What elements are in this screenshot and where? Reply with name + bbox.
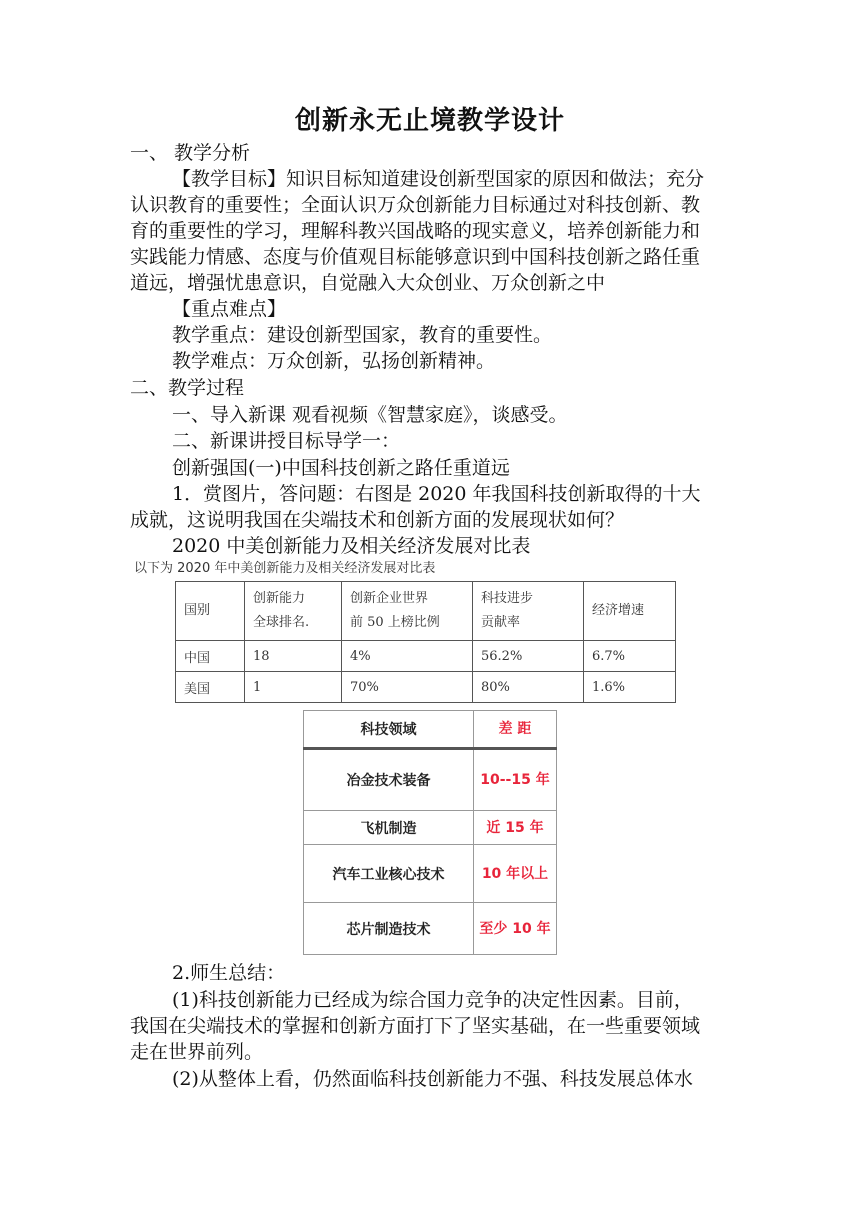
table-row [304,811,557,845]
table-cell: 70% [342,672,473,703]
paragraph-line: 【教学目标】知识目标知道建设创新型国家的原因和做法；充分 [172,168,705,190]
table-cell: 6.7% [584,641,676,672]
table-header-cell: 科技领域 [304,711,474,749]
tech-gap-table [303,710,557,955]
section-heading-analysis: 一、 教学分析 [130,142,251,164]
table-row [176,672,676,703]
table-cell: 10--15 年 [473,749,556,811]
section-heading-process: 二、教学过程 [130,377,245,399]
paragraph-line: 教学难点：万众创新，弘扬创新精神。 [172,350,496,372]
paragraph-line: 实践能力情感、态度与价值观目标能够意识到中国科技创新之路任重 [130,246,701,268]
table-cell: 1 [245,672,342,703]
table-header-cell: 经济增速 [584,582,676,641]
paragraph-line: 道远，增强忧患意识，自觉融入大众创业、万众创新之中 [130,272,606,294]
table-row [304,903,557,955]
paragraph-line: 创新强国(一)中国科技创新之路任重道远 [172,457,510,479]
paragraph-line: 我国在尖端技术的掌握和创新方面打下了坚实基础，在一些重要领域 [130,1015,701,1037]
table-cell: 芯片制造技术 [304,903,474,955]
table1-caption: 以下为 2020 年中美创新能力及相关经济发展对比表 [134,561,436,576]
table-header-cell: 创新企业世界 前 50 上榜比例 [342,582,473,641]
table-cell: 汽车工业核心技术 [304,845,474,903]
paragraph-line: 走在世界前列。 [130,1041,264,1063]
table-header-cell: 差 距 [473,711,556,749]
table-cell: 中国 [176,641,245,672]
table-header-cell: 创新能力 全球排名. [245,582,342,641]
table-cell: 18 [245,641,342,672]
paragraph-line: 1．赏图片，答问题：右图是 2020 年我国科技创新取得的十大 [172,483,701,505]
table-cell: 至少 10 年 [473,903,556,955]
table-cell: 4% [342,641,473,672]
paragraph-line: 二、新课讲授目标导学一： [172,430,401,452]
table-cell: 飞机制造 [304,811,474,845]
paragraph-line: 育的重要性的学习，理解科教兴国战略的现实意义，培养创新能力和 [130,220,701,242]
paragraph-line: 一、导入新课 观看视频《智慧家庭》，谈感受。 [172,404,568,426]
paragraph-line: 教学重点：建设创新型国家，教育的重要性。 [172,324,553,346]
table-row [304,845,557,903]
paragraph-line: 成就，这说明我国在尖端技术和创新方面的发展现状如何？ [130,509,625,531]
comparison-table [175,581,676,703]
table-cell: 美国 [176,672,245,703]
table-cell: 冶金技术装备 [304,749,474,811]
paragraph-line: 认识教育的重要性；全面认识万众创新能力目标通过对科技创新、教 [130,194,701,216]
table-cell: 近 15 年 [473,811,556,845]
table-row [304,749,557,811]
subheading-key-points: 【重点难点】 [172,298,287,320]
paragraph-line: 2.师生总结： [172,962,286,984]
table-cell: 10 年以上 [473,845,556,903]
table-header-row [176,582,676,641]
table-header-cell: 科技进步 贡献率 [473,582,584,641]
table-title: 2020 中美创新能力及相关经济发展对比表 [172,535,531,557]
document-title: 创新永无止境教学设计 [294,106,565,136]
table-cell: 1.6% [584,672,676,703]
paragraph-line: (2)从整体上看，仍然面临科技创新能力不强、科技发展总体水 [172,1068,693,1090]
paragraph-line: (1)科技创新能力已经成为综合国力竞争的决定性因素。目前， [172,989,693,1011]
table-header-cell: 国别 [176,582,245,641]
table-row [176,641,676,672]
table-header-row [304,711,557,749]
table-cell: 56.2% [473,641,584,672]
table-cell: 80% [473,672,584,703]
